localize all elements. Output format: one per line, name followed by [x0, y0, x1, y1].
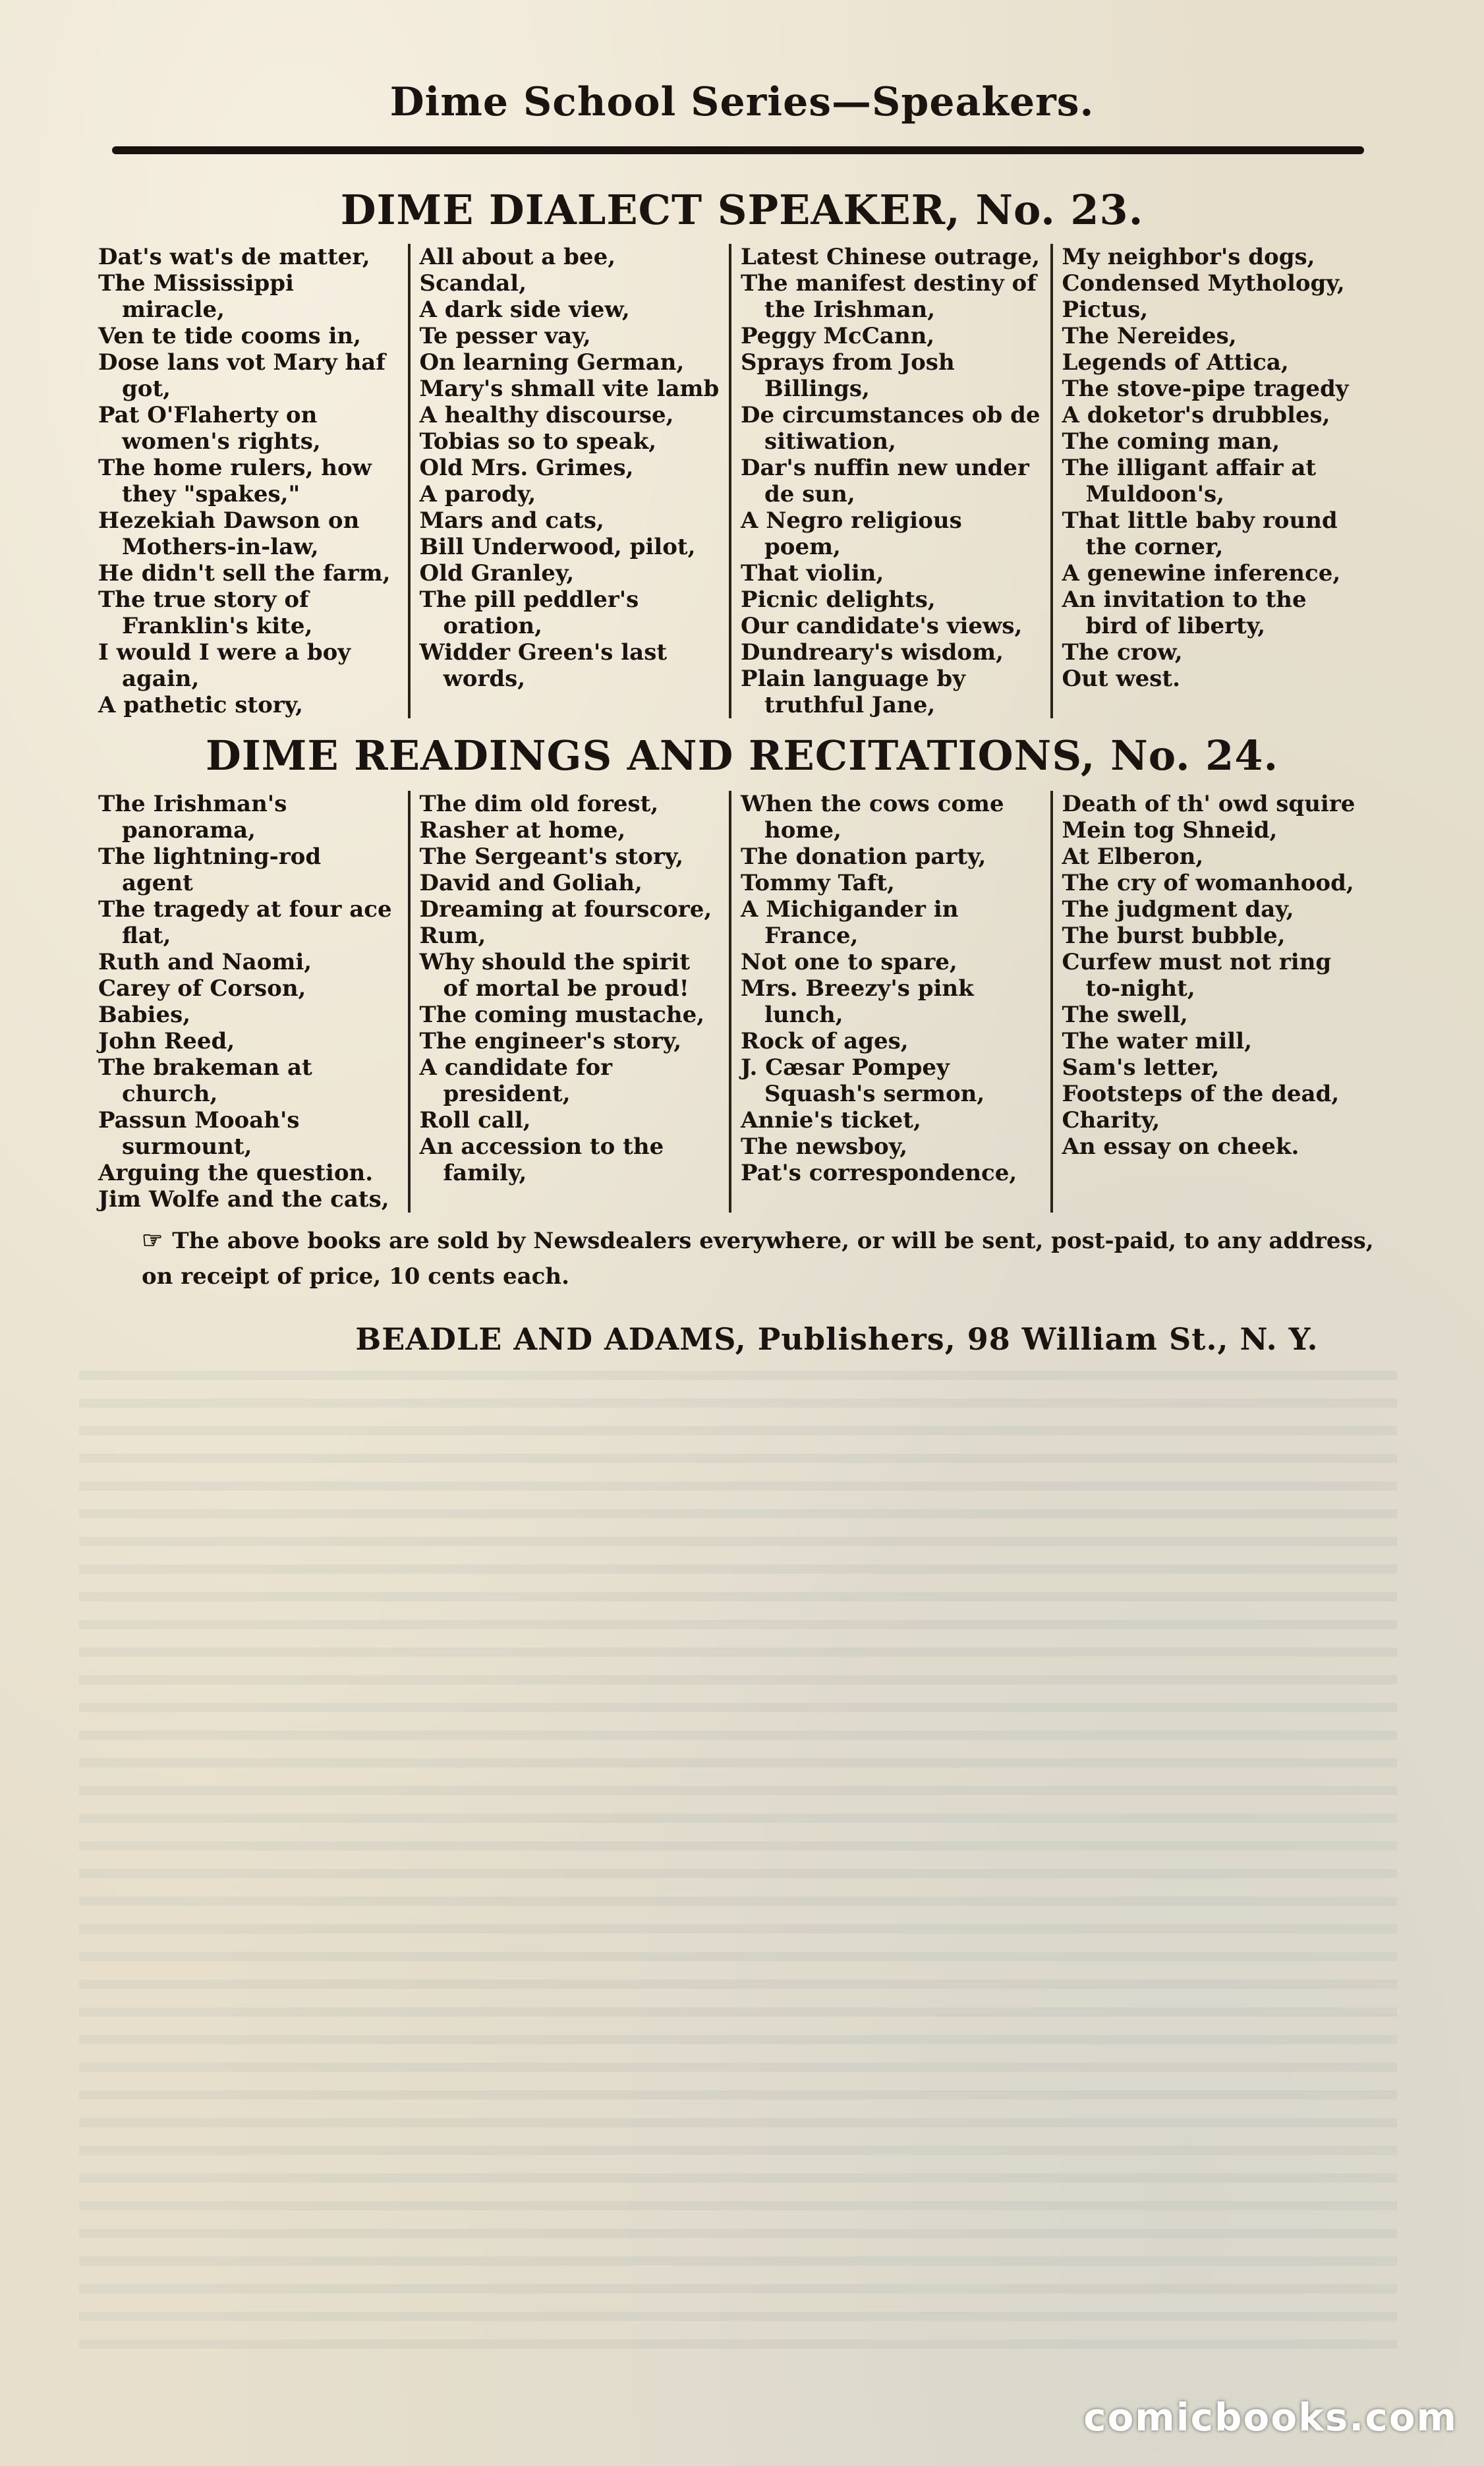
contents-column [411, 791, 732, 1213]
contents-item: At Elberon, [1062, 844, 1204, 870]
contents-item: Dundreary's wisdom, [741, 639, 1004, 666]
contents-item: The brakeman at church, [98, 1054, 312, 1107]
readings-recitations-contents [89, 791, 1374, 1213]
contents-item: When the cows come home, [741, 791, 1004, 844]
contents-column [411, 244, 732, 718]
contents-item: The illigant affair at Muldoon's, [1062, 455, 1317, 507]
contents-item: Latest Chinese outrage, [741, 244, 1040, 270]
contents-item: The coming man, [1062, 428, 1280, 455]
contents-item: Arguing the question. [98, 1160, 374, 1186]
section-heading-dialect-speaker: DIME DIALECT SPEAKER, No. 23. [340, 186, 1144, 234]
series-title: Dime School Series—Speakers. [389, 79, 1095, 125]
contents-item: All about a bee, [419, 244, 616, 270]
contents-item: Ven te tide cooms in, [98, 323, 361, 349]
contents-column [731, 791, 1053, 1213]
dialect-speaker-contents [89, 244, 1374, 718]
contents-item: Why should the spirit of mortal be proud! [419, 949, 691, 1002]
contents-item: The pill peddler's oration, [419, 587, 639, 639]
contents-item: Bill Underwood, pilot, [419, 534, 696, 560]
publisher-imprint: BEADLE AND ADAMS, Publishers, 98 William St., N. Y. [355, 1321, 1319, 1357]
contents-item: Rasher at home, [419, 817, 626, 844]
contents-item: Peggy McCann, [741, 323, 935, 349]
contents-item: Sam's letter, [1062, 1054, 1220, 1081]
contents-item: The crow, [1062, 639, 1183, 666]
contents-item: The engineer's story, [419, 1028, 682, 1054]
contents-item: Curfew must not ring to-night, [1062, 949, 1332, 1002]
contents-item: The coming mustache, [419, 1002, 705, 1028]
contents-column [731, 244, 1053, 718]
contents-item: The donation party, [741, 844, 986, 870]
section-heading-readings-recitations: DIME READINGS AND RECITATIONS, No. 24. [205, 731, 1279, 780]
contents-item: De circumstances ob de sitiwation, [741, 402, 1041, 455]
contents-item: The home rulers, how they "spakes," [98, 455, 372, 507]
contents-item: The Sergeant's story, [419, 844, 684, 870]
contents-item: That violin, [741, 560, 884, 587]
contents-item: The Mississippi miracle, [98, 270, 294, 323]
contents-item: Pat's correspondence, [741, 1160, 1017, 1186]
contents-item: A genewine inference, [1062, 560, 1341, 587]
contents-item: A doketor's drubbles, [1062, 402, 1330, 428]
contents-item: Scandal, [419, 270, 527, 297]
contents-column [89, 244, 411, 718]
contents-item: He didn't sell the farm, [98, 560, 391, 587]
contents-item: Our candidate's views, [741, 613, 1023, 639]
contents-item: An invitation to the bird of liberty, [1062, 587, 1307, 639]
contents-item: A pathetic story, [98, 692, 304, 718]
contents-item: The tragedy at four ace flat, [98, 896, 392, 949]
contents-item: A dark side view, [419, 297, 630, 323]
contents-item: The stove-pipe tragedy [1062, 376, 1349, 402]
contents-item: Dar's nuffin new under de sun, [741, 455, 1029, 507]
contents-column [1053, 244, 1375, 718]
contents-item: The Irishman's panorama, [98, 791, 287, 844]
contents-item: Ruth and Naomi, [98, 949, 312, 975]
contents-item: Jim Wolfe and the cats, [98, 1186, 389, 1213]
contents-item: Dreaming at fourscore, [419, 896, 712, 923]
contents-item: Dose lans vot Mary haf got, [98, 349, 385, 402]
contents-item: A candidate for president, [419, 1054, 613, 1107]
contents-item: Annie's ticket, [741, 1107, 921, 1133]
watermark: comicbooks.com [1083, 2395, 1458, 2440]
contents-item: Tommy Taft, [741, 870, 895, 896]
contents-item: Roll call, [419, 1107, 531, 1133]
contents-item: On learning German, [419, 349, 685, 376]
contents-item: A Michigander in France, [741, 896, 959, 949]
ordering-note [142, 1222, 1381, 1294]
contents-item: Plain language by truthful Jane, [741, 666, 965, 718]
contents-item: Condensed Mythology, [1062, 270, 1345, 297]
contents-item: Passun Mooah's surmount, [98, 1107, 300, 1160]
contents-item: Mars and cats, [419, 507, 604, 534]
contents-item: My neighbor's dogs, [1062, 244, 1315, 270]
contents-item: Widder Green's last words, [419, 639, 668, 692]
ordering-note-text: The above books are sold by Newsdealers everywhere, or will be sent, post-paid, to any address, on receipt of price, 10 cents each. [142, 1228, 1374, 1290]
contents-item: I would I were a boy again, [98, 639, 351, 692]
contents-item: The judgment day, [1062, 896, 1294, 923]
contents-item: Hezekiah Dawson on Mothers-in-law, [98, 507, 360, 560]
contents-item: Dat's wat's de matter, [98, 244, 370, 270]
contents-item: Babies, [98, 1002, 191, 1028]
contents-item: Footsteps of the dead, [1062, 1081, 1340, 1107]
contents-item: An essay on cheek. [1062, 1133, 1299, 1160]
contents-item: Old Granley, [419, 560, 575, 587]
contents-column [89, 791, 411, 1213]
contents-item: The burst bubble, [1062, 923, 1286, 949]
contents-item: Rum, [419, 923, 486, 949]
contents-item: John Reed, [98, 1028, 235, 1054]
contents-item: The lightning-rod agent [98, 844, 322, 896]
contents-column [1053, 791, 1375, 1213]
contents-item: A Negro religious poem, [741, 507, 962, 560]
contents-item: The water mill, [1062, 1028, 1252, 1054]
contents-item: That little baby round the corner, [1062, 507, 1338, 560]
contents-item: A parody, [419, 481, 536, 507]
contents-item: The swell, [1062, 1002, 1188, 1028]
show-through-bleed [79, 1371, 1397, 2359]
contents-item: Tobias so to speak, [419, 428, 657, 455]
contents-item: The true story of Franklin's kite, [98, 587, 313, 639]
contents-item: The manifest destiny of the Irishman, [741, 270, 1037, 323]
contents-item: The dim old forest, [419, 791, 659, 817]
contents-item: Sprays from Josh Billings, [741, 349, 955, 402]
contents-item: Picnic delights, [741, 587, 936, 613]
contents-item: J. Cæsar Pompey Squash's sermon, [741, 1054, 985, 1107]
contents-item: Pat O'Flaherty on women's rights, [98, 402, 321, 455]
contents-item: Death of th' owd squire [1062, 791, 1356, 817]
contents-item: Mary's shmall vite lamb [419, 376, 720, 402]
contents-item: Te pesser vay, [419, 323, 591, 349]
contents-item: Out west. [1062, 666, 1180, 692]
contents-item: The cry of womanhood, [1062, 870, 1354, 896]
contents-item: Carey of Corson, [98, 975, 306, 1002]
contents-item: Charity, [1062, 1107, 1160, 1133]
contents-item: Pictus, [1062, 297, 1149, 323]
contents-item: David and Goliah, [419, 870, 642, 896]
contents-item: Legends of Attica, [1062, 349, 1289, 376]
header-rule [112, 146, 1364, 154]
contents-item: Mrs. Breezy's pink lunch, [741, 975, 974, 1028]
pointing-hand-icon: ☞ [142, 1226, 163, 1254]
contents-item: The newsboy, [741, 1133, 908, 1160]
contents-item: Old Mrs. Grimes, [419, 455, 634, 481]
contents-item: Mein tog Shneid, [1062, 817, 1278, 844]
contents-item: An accession to the family, [419, 1133, 664, 1186]
contents-item: A healthy discourse, [419, 402, 674, 428]
contents-item: Rock of ages, [741, 1028, 909, 1054]
contents-item: Not one to spare, [741, 949, 957, 975]
contents-item: The Nereides, [1062, 323, 1237, 349]
